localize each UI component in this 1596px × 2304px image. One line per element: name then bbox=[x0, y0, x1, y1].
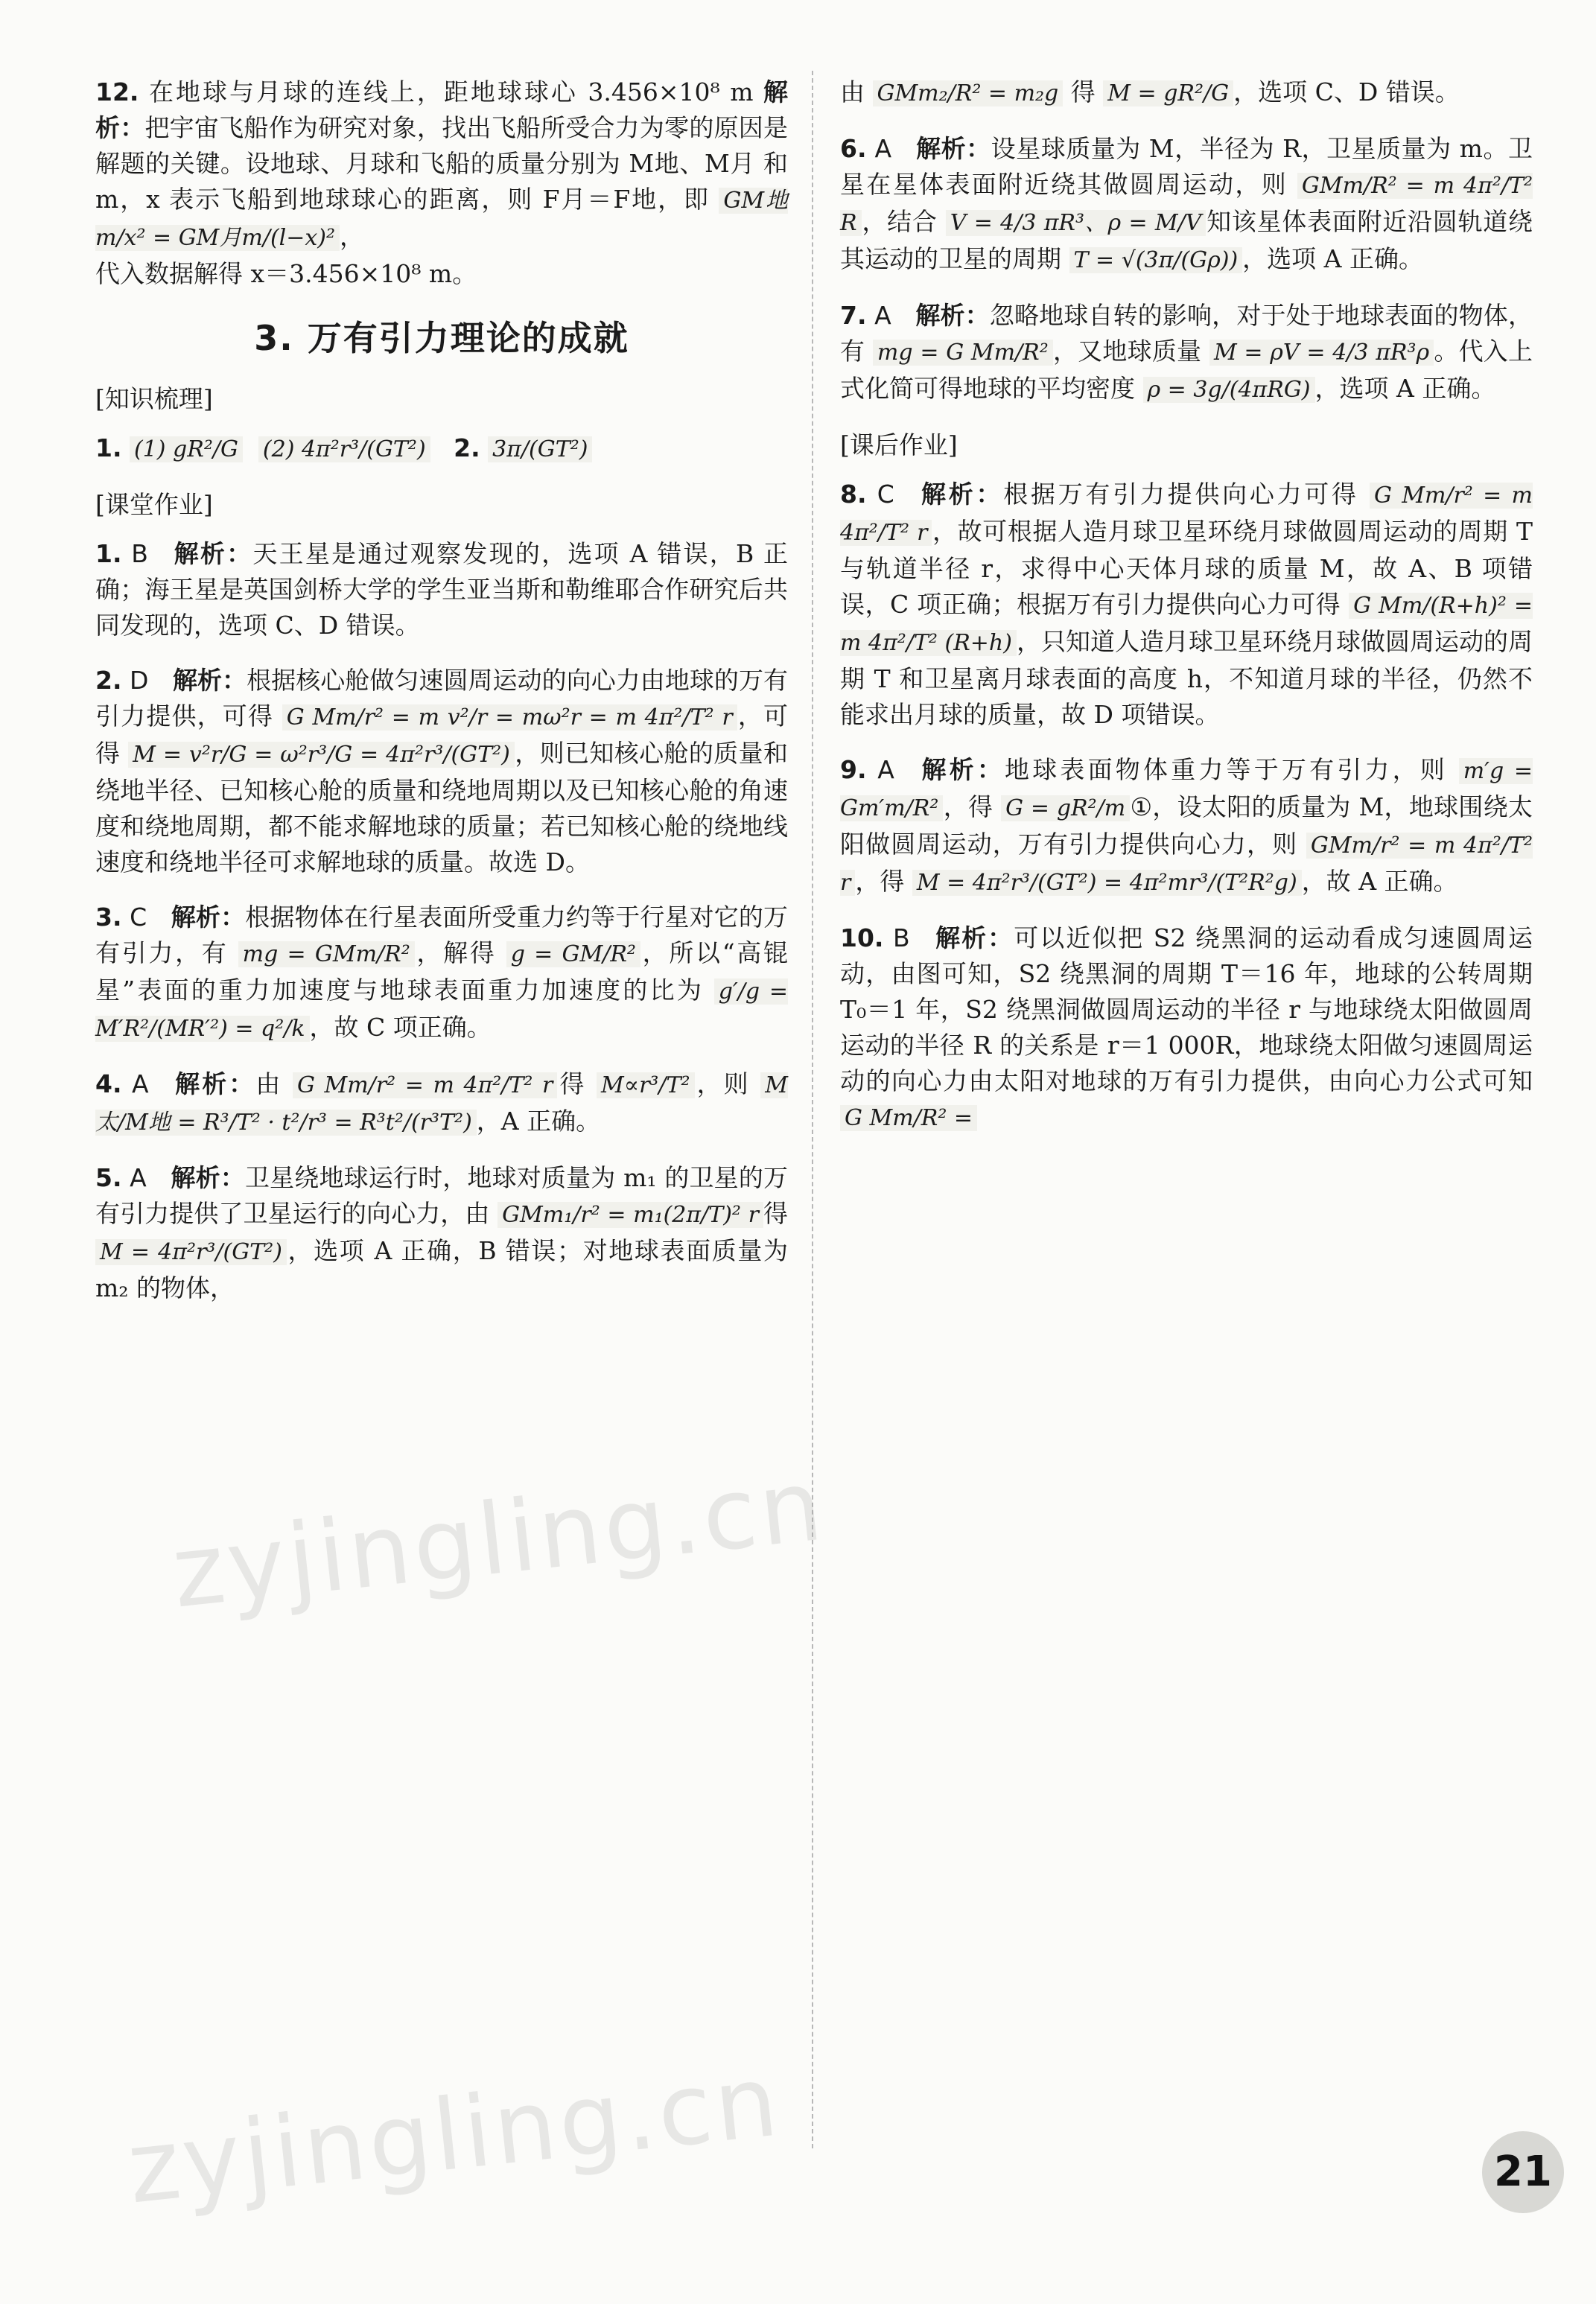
analysis-label: 解析： bbox=[915, 301, 990, 330]
formula: G Mm/r² = m 4π²/T² r bbox=[293, 1072, 557, 1098]
formula: ρ = 3g/(4πRG) bbox=[1143, 377, 1315, 403]
answer-12 bbox=[95, 74, 788, 292]
analysis-text: ，可得 bbox=[95, 701, 788, 768]
formula: mg = GMm/R² bbox=[238, 941, 415, 967]
formula: M = v²r/G = ω²r³/G = 4π²r³/(GT²) bbox=[128, 742, 515, 768]
analysis-text: ，只知道人造月球卫星环绕月球做圆周运动的周期 T 和卫星离月球表面的高度 h，不知道月球的半径，仍然不能求出月球的质量，故 D 项错误。 bbox=[840, 627, 1533, 729]
analysis-text: 由 bbox=[255, 1069, 283, 1098]
formula: m′g = Gm′m/R² bbox=[840, 758, 1533, 821]
analysis-text: ，结合 bbox=[861, 207, 938, 236]
answer-2 bbox=[95, 663, 788, 880]
answer-6 bbox=[840, 131, 1533, 279]
formula: G Mm/R² = bbox=[840, 1105, 977, 1131]
analysis-text: ，则已知核心舱的质量和绕地半径、已知核心舱的质量和绕地周期以及已知核心舱的角速度和绕地周期，都不能求解地球的质量；若已知核心舱的绕地线速度和绕地半径可求解地球的质量。故选 D。 bbox=[95, 739, 788, 876]
watermark: zyjingling.cn bbox=[167, 1448, 830, 1631]
analysis-text: ，故 C 项正确。 bbox=[309, 1013, 492, 1042]
analysis-text: ，又地球质量 bbox=[1052, 337, 1202, 366]
analysis-text: 由 bbox=[840, 77, 865, 106]
formula: M = 4π²r³/(GT²) bbox=[95, 1239, 287, 1265]
analysis-text: ，则 bbox=[694, 1069, 751, 1098]
analysis-text: ，所以“高锟星”表面的重力加速度与地球表面重力加速度的比为 bbox=[95, 938, 789, 1005]
analysis-label: 解析： bbox=[175, 1069, 256, 1098]
analysis-text: ，故可根据人造月球卫星环绕月球做圆周运动的周期 T 与轨道半径 r，求得中心天体月球的质量 M，故 A、B 项错误，C 项正确；根据万有引力提供向心力可得 bbox=[840, 517, 1533, 619]
analysis-label: 解析： bbox=[174, 539, 253, 568]
question-number: 2. bbox=[454, 433, 480, 462]
analysis-text: 可以近似把 S2 绕黑洞的运动看成匀速圆周运动，由图可知，S2 绕黑洞的周期 T＝16 年，地球的公转周期 T₀＝1 年，S2 绕黑洞做圆周运动的半径 r 与地球绕太阳做圆周运动的半径 R 的关系是 r＝1 000R，地球绕太阳做匀速圆周运动的向心力由太阳对地球的万有引力提供，由向心力公式可知 bbox=[840, 923, 1533, 1095]
formula: T = √(3π/(Gρ)) bbox=[1069, 247, 1243, 273]
left-column bbox=[95, 74, 788, 1326]
answer-4 bbox=[95, 1066, 788, 1141]
analysis-text: 把宇宙飞船作为研究对象，找出飞船所受合力为零的原因是解题的关键。设地球、月球和飞船的质量分别为 M地、M月 和 m，x 表示飞船到地球球心的距离，则 F月＝F地，即 bbox=[95, 113, 789, 214]
analysis-text: 得 bbox=[763, 1199, 789, 1228]
question-number: 1. bbox=[95, 433, 122, 462]
answer-text: 在地球与月球的连线上，距地球球心 3.456×10⁸ m bbox=[148, 77, 754, 106]
answer-choice: A bbox=[877, 755, 894, 784]
question-number: 6. bbox=[840, 134, 867, 163]
analysis-text: ，故 A 正确。 bbox=[1301, 867, 1458, 896]
formula: GMm/R² = m 4π²/T² R bbox=[840, 173, 1533, 236]
analysis-text: ，解得 bbox=[414, 938, 497, 967]
right-column bbox=[840, 74, 1533, 1156]
question-number: 7. bbox=[840, 301, 867, 330]
question-number: 3. bbox=[95, 903, 122, 932]
analysis-text: 根据核心舱做匀速圆周运动的向心力由地球的万有引力提供，可得 bbox=[95, 666, 788, 731]
analysis-text: 知该星体表面附近沿圆轨道绕其运动的卫星的周期 bbox=[840, 207, 1533, 273]
answer-choice: C bbox=[877, 480, 894, 509]
answer-7 bbox=[840, 298, 1533, 408]
formula: g′/g = M′R²/(MR′²) = q²/k bbox=[95, 978, 788, 1042]
formula: g = GM/R² bbox=[506, 941, 640, 967]
answer-9 bbox=[840, 752, 1533, 901]
analysis-text: ，选项 A 正确，B 错误；对地球表面质量为 m₂ 的物体， bbox=[95, 1236, 789, 1302]
formula: G Mm/r² = m v²/r = mω²r = m 4π²/T² r bbox=[282, 704, 737, 731]
formula: 3π/(GT²) bbox=[488, 436, 592, 462]
question-number: 1. bbox=[95, 539, 122, 568]
formula: V = 4/3 πR³、ρ = M/V bbox=[946, 210, 1206, 236]
formula: M太/M地 = R³/T² · t²/r³ = R³t²/(r³T²) bbox=[95, 1072, 788, 1136]
answer-choice: A bbox=[130, 1163, 147, 1192]
formula: (1) gR²/G bbox=[130, 436, 243, 462]
formula: mg = G Mm/R² bbox=[873, 340, 1053, 366]
analysis-text: 设星球质量为 M，半径为 R，卫星质量为 m。卫星在星体表面附近绕其做圆周运动，则 bbox=[840, 134, 1533, 199]
answer-10 bbox=[840, 920, 1533, 1136]
question-number: 4. bbox=[95, 1069, 122, 1098]
analysis-text: 忽略地球自转的影响，对于处于地球表面的物体，有 bbox=[840, 301, 1533, 366]
watermark: zyjingling.cn bbox=[122, 2043, 786, 2227]
answer-choice: C bbox=[130, 903, 147, 932]
knowledge-answers bbox=[95, 430, 788, 468]
answer-5-continued bbox=[840, 74, 1533, 112]
formula: M = gR²/G bbox=[1103, 80, 1233, 106]
analysis-text: 得 bbox=[557, 1069, 587, 1098]
knowledge-heading: [知识梳理] bbox=[95, 384, 213, 413]
analysis-text: ，选项 C、D 错误。 bbox=[1233, 77, 1460, 106]
analysis-text: 天王星是通过观察发现的，选项 A 错误，B 正确；海王星是英国剑桥大学的学生亚当斯和勒维耶合作研究后共同发现的，选项 C、D 错误。 bbox=[95, 539, 788, 640]
answer-choice: B bbox=[131, 539, 148, 568]
page-number: 21 bbox=[1482, 2131, 1564, 2213]
analysis-text: 。代入上式化简可得地球的平均密度 bbox=[840, 337, 1533, 403]
analysis-text: 根据万有引力提供向心力可得 bbox=[1003, 480, 1359, 509]
question-number: 12. bbox=[95, 77, 139, 106]
question-number: 8. bbox=[840, 480, 867, 509]
answer-1 bbox=[95, 536, 788, 643]
analysis-text: 代入数据解得 x＝3.456×10⁸ m。 bbox=[95, 259, 477, 288]
analysis-label: 解析： bbox=[935, 923, 1014, 952]
analysis-text: 根据物体在行星表面所受重力约等于行星对它的万有引力，有 bbox=[95, 903, 788, 967]
analysis-text: ，得 bbox=[855, 867, 905, 896]
analysis-text: ，选项 A 正确。 bbox=[1314, 374, 1496, 403]
analysis-text: ，A 正确。 bbox=[476, 1107, 601, 1136]
formula: G = gR²/m bbox=[1001, 795, 1130, 821]
section-title: 3. 万有引力理论的成就 bbox=[254, 318, 629, 358]
answer-choice: A bbox=[132, 1069, 149, 1098]
answer-choice: A bbox=[874, 301, 891, 330]
question-number: 2. bbox=[95, 666, 122, 695]
formula: GM地m/x² = GM月m/(l−x)² bbox=[95, 188, 788, 251]
answer-3 bbox=[95, 900, 788, 1047]
analysis-text: 卫星绕地球运行时，地球对质量为 m₁ 的卫星的万有引力提供了卫星运行的向心力，由 bbox=[95, 1163, 788, 1228]
formula: G Mm/(R+h)² = m 4π²/T² (R+h) bbox=[840, 593, 1533, 656]
formula: (2) 4π²r³/(GT²) bbox=[258, 436, 430, 462]
analysis-label: 解析： bbox=[916, 134, 991, 163]
analysis-label: 解析： bbox=[171, 903, 246, 932]
formula: M = 4π²r³/(GT²) = 4π²mr³/(T²R²g) bbox=[912, 870, 1302, 896]
analysis-label: 解析： bbox=[172, 666, 247, 695]
analysis-label: 解析： bbox=[95, 77, 788, 142]
formula: G Mm/r² = m 4π²/T² r bbox=[840, 483, 1533, 546]
answer-choice: A bbox=[874, 134, 892, 163]
class-work-heading: [课堂作业] bbox=[95, 490, 213, 519]
answer-choice: D bbox=[130, 666, 149, 695]
analysis-label: 解析： bbox=[921, 755, 1005, 784]
formula: M∝r³/T² bbox=[597, 1072, 695, 1098]
after-class-heading: [课后作业] bbox=[840, 430, 958, 459]
formula: GMm₂/R² = m₂g bbox=[873, 80, 1064, 106]
analysis-text: ①，设太阳的质量为 M，地球围绕太阳做圆周运动，万有引力提供向心力，则 bbox=[840, 792, 1533, 859]
column-divider bbox=[812, 71, 813, 2148]
analysis-label: 解析： bbox=[171, 1163, 245, 1192]
analysis-label: 解析： bbox=[921, 480, 1004, 509]
analysis-text: ，得 bbox=[943, 792, 993, 821]
formula: GMm/r² = m 4π²/T² r bbox=[840, 833, 1533, 896]
analysis-text: ， bbox=[340, 222, 365, 251]
analysis-text: 地球表面物体重力等于万有引力，则 bbox=[1005, 755, 1448, 784]
question-number: 9. bbox=[840, 755, 867, 784]
formula: M = ρV = 4/3 πR³ρ bbox=[1209, 340, 1434, 366]
answer-choice: B bbox=[892, 923, 910, 952]
analysis-text: ，选项 A 正确。 bbox=[1242, 244, 1423, 273]
analysis-text: 得 bbox=[1070, 77, 1096, 106]
question-number: 5. bbox=[95, 1163, 122, 1192]
answer-5 bbox=[95, 1160, 788, 1306]
formula: GMm₁/r² = m₁(2π/T)² r bbox=[497, 1202, 763, 1228]
answer-8 bbox=[840, 477, 1533, 733]
question-number: 10. bbox=[840, 923, 884, 952]
